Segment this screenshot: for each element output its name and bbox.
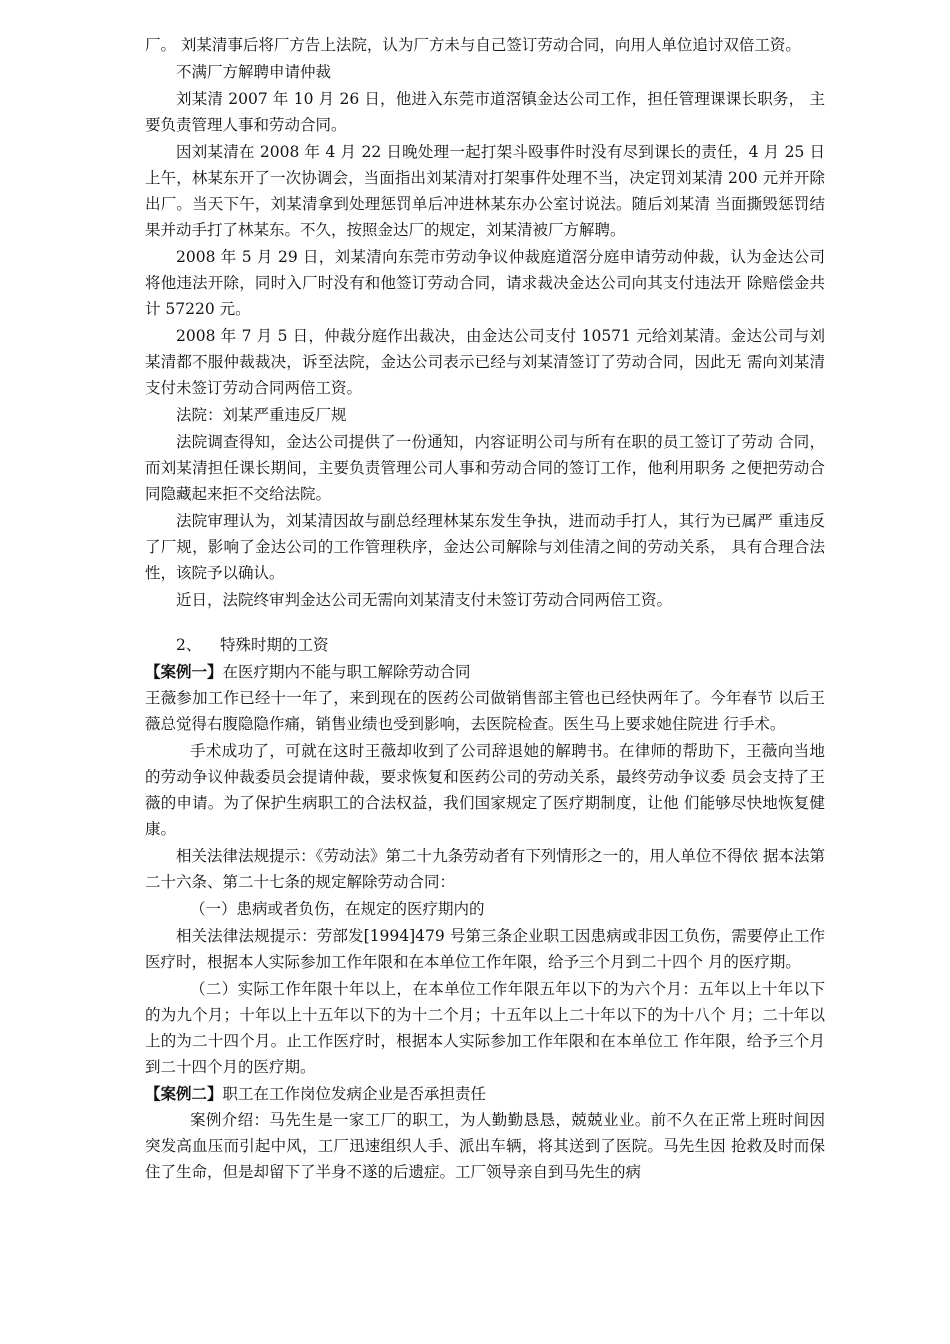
case-heading xyxy=(145,1081,825,1107)
case-title: 职工在工作岗位发病企业是否承担责任 xyxy=(222,1085,487,1103)
paragraph: （二）实际工作年限十年以上，在本单位工作年限五年以下的为六个月：五年以上十年以下的为九个月；十年以上十五年以下的为十二个月；十五年以上二十年以下的为十八个 月；二十年以上的为二十四个月。止工作医疗时，根据本人实际参加工作年限和在本单位工 作年限，给予三个月到二十四个月的医疗期。 xyxy=(145,980,825,1076)
paragraph: 法院调查得知，金达公司提供了一份通知，内容证明公司与所有在职的员工签订了劳动 合同，而刘某清担任课长期间，主要负责管理公司人事和劳动合同的签订工作，他利用职务 之便把劳动合同隐藏起来拒不交给法院。 xyxy=(145,433,825,503)
case-tag: 【案例二】 xyxy=(145,1084,223,1103)
paragraph: 相关法律法规提示：《劳动法》第二十九条劳动者有下列情形之一的，用人单位不得依 据本法第二十六条、第二十七条的规定解除劳动合同： xyxy=(145,847,825,891)
paragraph: 厂。 刘某清事后将厂方告上法院，认为厂方未与自己签订劳动合同，向用人单位追讨双倍工资。 xyxy=(145,36,801,54)
paragraph: （一）患病或者负伤，在规定的医疗期内的 xyxy=(190,900,485,918)
case-tag: 【案例一】 xyxy=(145,662,223,681)
paragraph: 相关法律法规提示：劳部发[1994]479 号第三条企业职工因患病或非因工负伤，需要停止工作医疗时，根据本人实际参加工作年限和在本单位工作年限，给予三个月到二十四个 月的医疗期。 xyxy=(145,927,825,971)
paragraph: 法院审理认为，刘某清因故与副总经理林某东发生争执，进而动手打人，其行为已属严 重违反了厂规，影响了金达公司的工作管理秩序，金达公司解除与刘佳清之间的劳动关系， 具有合理合法性，该院予以确认。 xyxy=(145,512,825,582)
case-heading xyxy=(145,659,825,685)
section-heading xyxy=(145,632,825,658)
paragraph: 案例介绍：马先生是一家工厂的职工，为人勤勤恳恳，兢兢业业。前不久在正常上班时间因突发高血压而引起中风，工厂迅速组织人手、派出车辆，将其送到了医院。马先生因 抢救及时而保住了生命，但是却留下了半身不遂的后遗症。工厂领导亲自到马先生的病 xyxy=(145,1111,825,1181)
paragraph: 手术成功了，可就在这时王薇却收到了公司辞退她的解聘书。在律师的帮助下，王薇向当地的劳动争议仲裁委员会提请仲裁，要求恢复和医药公司的劳动关系，最终劳动争议委 员会支持了王薇的申请。为了保护生病职工的合法权益，我们国家规定了医疗期制度，让他 们能够尽快地恢复健康。 xyxy=(145,742,825,838)
case-title: 在医疗期内不能与职工解除劳动合同 xyxy=(222,663,471,681)
document-page xyxy=(145,32,825,1186)
paragraph: 刘某清 2007 年 10 月 26 日，他进入东莞市道滘镇金达公司工作，担任管理课课长职务， 主要负责管理人事和劳动合同。 xyxy=(145,90,825,134)
section-title: 特殊时期的工资 xyxy=(220,636,329,654)
paragraph: 2008 年 7 月 5 日，仲裁分庭作出裁决，由金达公司支付 10571 元给刘某清。金达公司与刘某清都不服仲裁裁决，诉至法院，金达公司表示已经与刘某清签订了劳动合同，因此无 需向刘某清支付未签订劳动合同两倍工资。 xyxy=(145,327,825,397)
paragraph: 近日，法院终审判金达公司无需向刘某清支付未签订劳动合同两倍工资。 xyxy=(176,591,673,609)
paragraph: 2008 年 5 月 29 日，刘某清向东莞市劳动争议仲裁庭道滘分庭申请劳动仲裁，认为金达公司将他违法开除，同时入厂时没有和他签订劳动合同，请求裁决金达公司向其支付违法开 除赔偿金共计 57220 元。 xyxy=(145,248,825,318)
section-number: 2、 xyxy=(176,636,202,654)
paragraph: 王薇参加工作已经十一年了，来到现在的医药公司做销售部主管也已经快两年了。今年春节 以后王薇总觉得右腹隐隐作痛，销售业绩也受到影响，去医院检查。医生马上要求她住院进 行手术。 xyxy=(145,689,825,733)
subheading: 不满厂方解聘申请仲裁 xyxy=(176,63,332,81)
paragraph: 因刘某清在 2008 年 4 月 22 日晚处理一起打架斗殴事件时没有尽到课长的责任，4 月 25 日上午，林某东开了一次协调会，当面指出刘某清对打架事件处理不当，决定罚刘某清 200 元并开除出厂。当天下午，刘某清拿到处理惩罚单后冲进林某东办公室讨说法。随后刘某清 当面撕毁惩罚结果并动手打了林某东。不久，按照金达厂的规定，刘某清被厂方解聘。 xyxy=(145,143,825,239)
subheading: 法院：刘某严重违反厂规 xyxy=(176,406,347,424)
